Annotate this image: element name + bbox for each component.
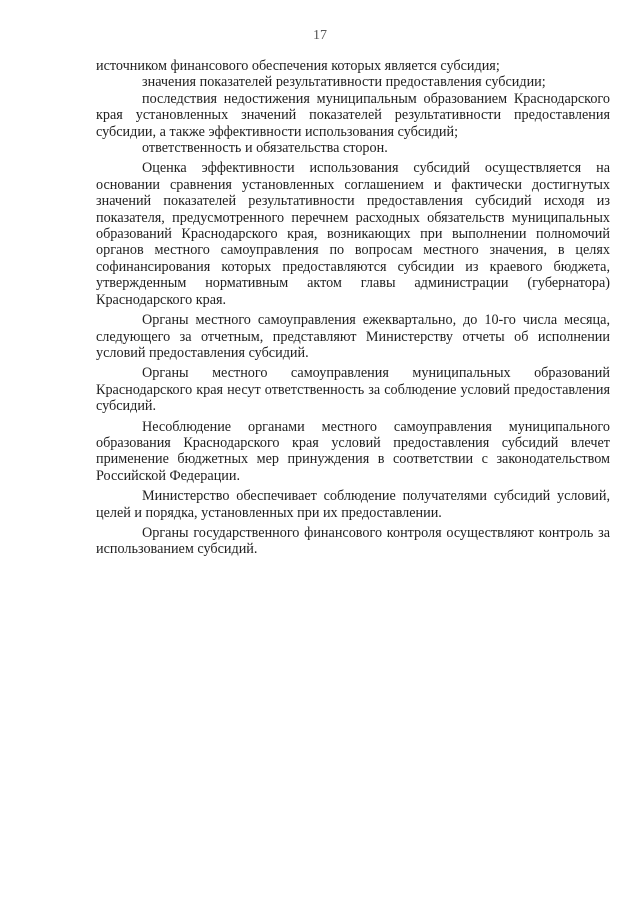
paragraph-3: последствия недостижения муниципальным образованием Краснодарского края установленных значений показателей результативности предоставления субсидии, а также эффективности использования субсидий;	[96, 90, 610, 140]
document-body	[96, 58, 610, 558]
paragraph-7: Органы местного самоуправления муниципальных образований Краснодарского края несут ответственность за соблюдение условий предоставления субсидий.	[96, 365, 610, 415]
paragraph-6: Органы местного самоуправления ежеквартально, до 10-го числа месяца, следующего за отчетным, представляют Министерству отчеты об исполнении условий предоставления субсидий.	[96, 312, 610, 361]
page-number: 17	[313, 28, 327, 43]
paragraph-10: Органы государственного финансового контроля осуществляют контроль за использованием субсидий.	[96, 524, 610, 558]
paragraph-2: значения показателей результативности предоставления субсидии;	[142, 74, 546, 91]
paragraph-1: источником финансового обеспечения которых является субсидия;	[96, 58, 500, 74]
paragraph-9: Министерство обеспечивает соблюдение получателями субсидий условий, целей и порядка, установленных при их предоставлении.	[96, 488, 610, 521]
paragraph-8: Несоблюдение органами местного самоуправления муниципального образования Краснодарского края условий предоставления субсидий влечет применение бюджетных мер принуждения в соответствии с законодательством Российской Федерации.	[96, 418, 610, 484]
paragraph-5: Оценка эффективности использования субсидий осуществляется на основании сравнения установленных соглашением и фактически достигнутых значений показателей результативности предоставления субсидий исходя из показателя, предусмотренного перечнем расходных обязательств муниципальных образований Краснодарского края, возникающих при выполнении полномочий органов местного самоуправления по вопросам местного значения, в целях софинансирования которых предоставляются субсидии из краевого бюджета, утвержденным нормативным актом главы администрации (губернатора) Краснодарского края.	[96, 160, 610, 308]
paragraph-4: ответственность и обязательства сторон.	[142, 140, 388, 157]
